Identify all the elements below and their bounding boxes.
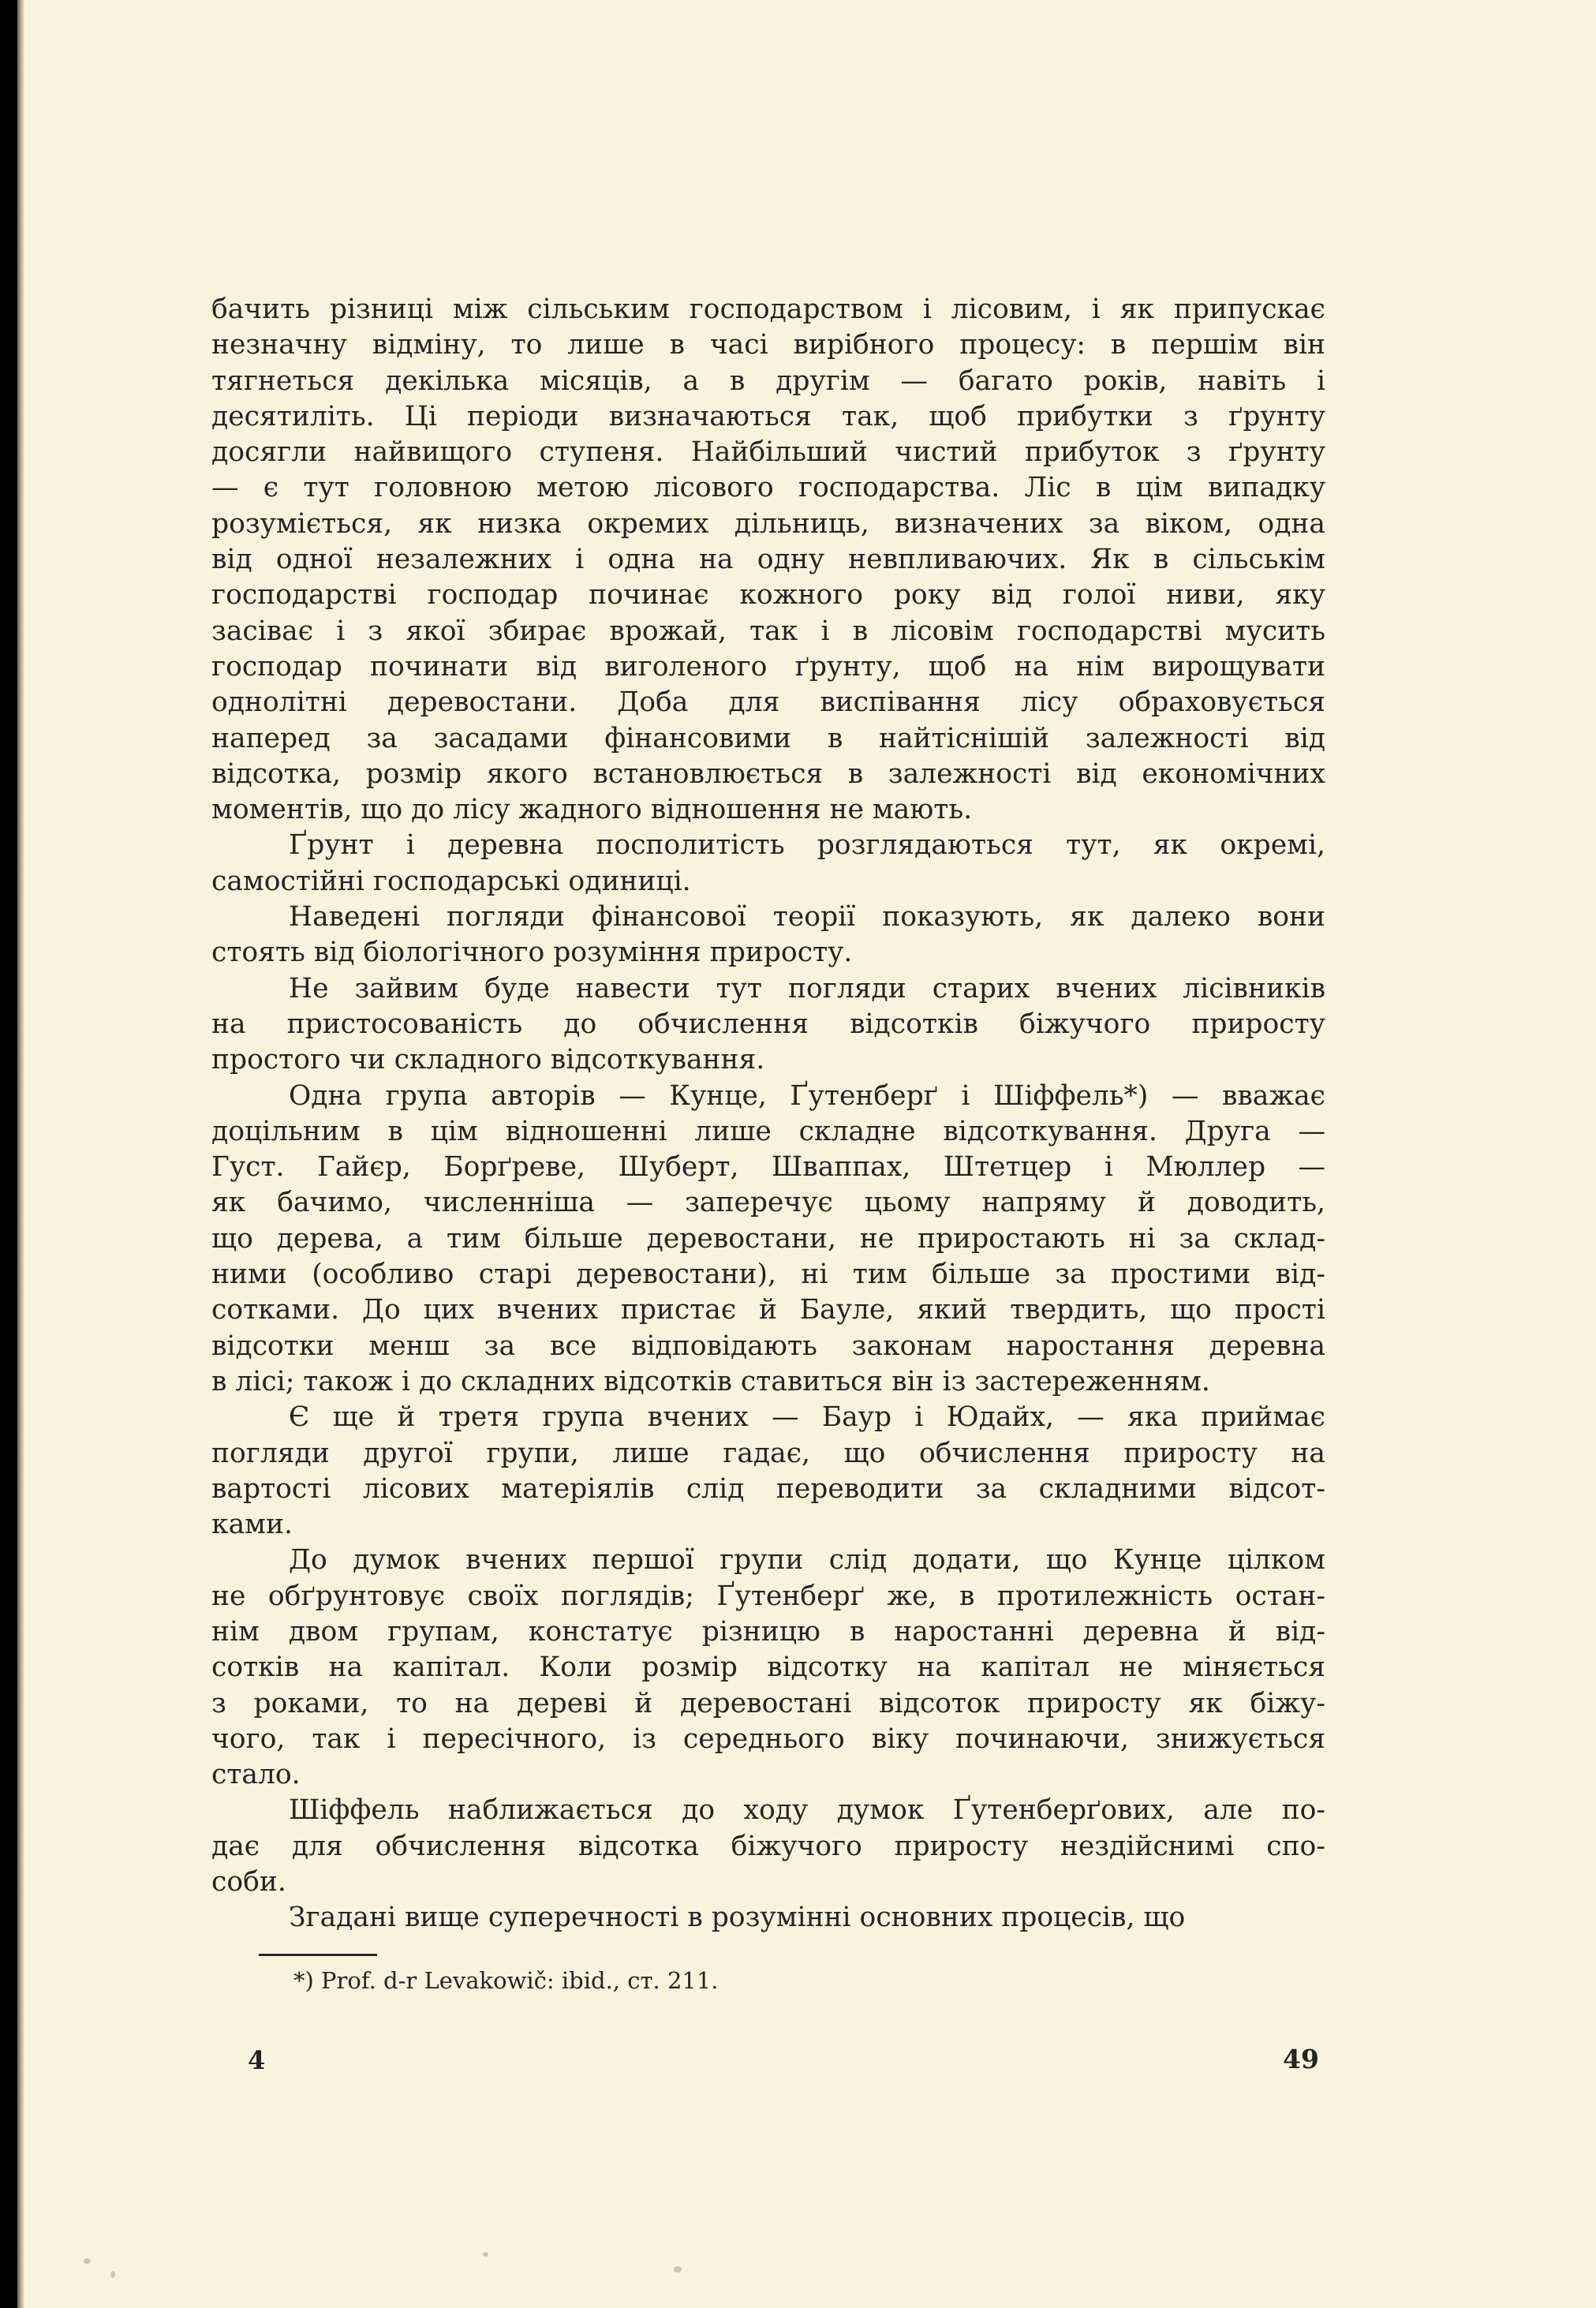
text-line: Шіффель наближається до ходу думок Ґутенберґових, але по- <box>289 1794 1325 1827</box>
text-line: дає для обчислення відсотка біжучого приросту нездійснимі спо- <box>211 1830 1325 1862</box>
book-page <box>17 0 1596 2308</box>
text-line: тягнеться декілька місяців, а в другім — багато років, навіть і <box>211 365 1325 397</box>
text-line: Одна група авторів — Кунце, Ґутенберґ і Шіффель*) — вважає <box>289 1079 1325 1112</box>
text-line: господарстві господар починає кожного року від голої ниви, яку <box>211 579 1325 612</box>
paragraph <box>211 292 1325 828</box>
paragraph <box>211 1079 1325 1401</box>
paragraph <box>211 828 1325 900</box>
paragraph <box>211 1543 1325 1793</box>
text-line: самостійні господарські одиниці. <box>211 865 691 897</box>
text-line: сотків на капітал. Коли розмір відсотку на капітал не міняється <box>211 1652 1325 1684</box>
text-line: на пристосованість до обчислення відсотків біжучого приросту <box>211 1008 1325 1040</box>
text-line: розуміється, як низка окремих дільниць, визначених за віком, одна <box>211 507 1325 540</box>
text-line: стало. <box>211 1759 301 1791</box>
text-line: як бачимо, численніша — заперечує цьому напряму й доводить, <box>211 1187 1325 1219</box>
text-line: досягли найвищого ступеня. Найбільший чистий прибуток з ґрунту <box>211 436 1325 469</box>
scan-smudge <box>84 2258 91 2264</box>
text-line: від одної незалежних і одна на одну невпливаючих. Як в сільськім <box>211 544 1325 576</box>
text-line: Є ще й третя група вчених — Баур і Юдайх, — яка приймає <box>289 1401 1325 1434</box>
paragraph <box>211 971 1325 1079</box>
text-line: простого чи складного відсоткування. <box>211 1044 765 1076</box>
page-binding-edge <box>17 0 25 2308</box>
text-line: До думок вчених першої групи слід додати, що Кунце цілком <box>289 1544 1325 1577</box>
paragraph <box>211 900 1325 971</box>
text-line: бачить різниці між сільським господарством і лісовим, і як припускає <box>211 294 1325 325</box>
text-line: не обґрунтовує своїх поглядів; Ґутенберґ же, в протилежність остан- <box>211 1580 1325 1612</box>
text-line: з роками, то на дереві й деревостані відсоток приросту як біжу- <box>211 1687 1325 1719</box>
text-line: вартості лісових матеріялів слід переводити за складними відсот- <box>211 1472 1325 1505</box>
paragraph <box>211 1793 1325 1900</box>
text-line: — є тут головною метою лісового господарства. Ліс в цім випадку <box>211 472 1325 504</box>
signature-mark: 4 <box>248 2045 266 2075</box>
footnote: *) Prof. d-r Levakowič: ibid., ст. 211. <box>293 1967 719 1994</box>
text-line: що дерева, а тим більше деревостани, не приростають ні за склад- <box>211 1222 1325 1255</box>
scan-smudge <box>110 2271 115 2278</box>
text-line: ками. <box>211 1509 293 1541</box>
text-line: наперед за засадами фінансовими в найтіснішій залежності від <box>211 722 1325 754</box>
page-number: 49 <box>1283 2044 1319 2074</box>
text-line: однолітні деревостани. Доба для виспівання лісу обраховується <box>211 686 1325 719</box>
text-line: десятиліть. Ці періоди визначаються так, щоб прибутки з ґрунту <box>211 400 1325 432</box>
text-line: Згадані вище суперечності в розумінні основних процесів, що <box>289 1902 1186 1934</box>
text-line: господар починати від виголеного ґрунту, щоб на нім вирощувати <box>211 650 1325 683</box>
text-line: в лісі; також і до складних відсотків ставиться він із застереженням. <box>211 1365 1210 1397</box>
scan-smudge <box>483 2252 488 2257</box>
paragraph <box>211 1900 1325 1936</box>
text-line: сотками. До цих вчених пристає й Бауле, який твердить, що прості <box>211 1294 1325 1326</box>
text-line: моментів, що до лісу жадного відношення не мають. <box>211 794 973 826</box>
body-text <box>211 292 1325 1936</box>
text-line: засіває і з якої збирає врожай, так і в лісовім господарстві мусить <box>211 615 1325 647</box>
text-line: соби. <box>211 1866 286 1898</box>
paragraph <box>211 1400 1325 1543</box>
footnote-rule <box>259 1954 377 1956</box>
text-line: ними (особливо старі деревостани), ні тим більше за простими від- <box>211 1259 1325 1291</box>
text-line: погляди другої групи, лише гадає, що обчислення приросту на <box>211 1437 1325 1469</box>
text-line: відсотка, розмір якого встановлюється в залежності від економічних <box>211 757 1325 790</box>
text-line: стоять від біологічного розуміння приросту. <box>211 937 853 969</box>
text-line: нім двом групам, констатує різницю в наростанні деревна й від- <box>211 1615 1325 1648</box>
scan-smudge <box>674 2266 682 2272</box>
text-line: незначну відміну, то лише в часі вирібного процесу: в першім він <box>211 329 1325 361</box>
text-line: Густ. Гайєр, Борґреве, Шуберт, Шваппах, Штетцер і Мюллер — <box>211 1151 1325 1184</box>
text-line: Ґрунт і деревна посполитість розглядаються тут, як окремі, <box>289 829 1325 862</box>
text-line: доцільним в цім відношенні лише складне відсоткування. Друга — <box>211 1115 1325 1147</box>
text-line: Наведені погляди фінансової теорії показують, як далеко вони <box>289 901 1325 933</box>
text-line: відсотки менш за все відповідають законам наростання деревна <box>211 1330 1325 1362</box>
text-line: чого, так і пересічного, із середнього віку починаючи, знижується <box>211 1723 1325 1755</box>
text-line: Не зайвим буде навести тут погляди старих вчених лісівників <box>289 972 1325 1004</box>
